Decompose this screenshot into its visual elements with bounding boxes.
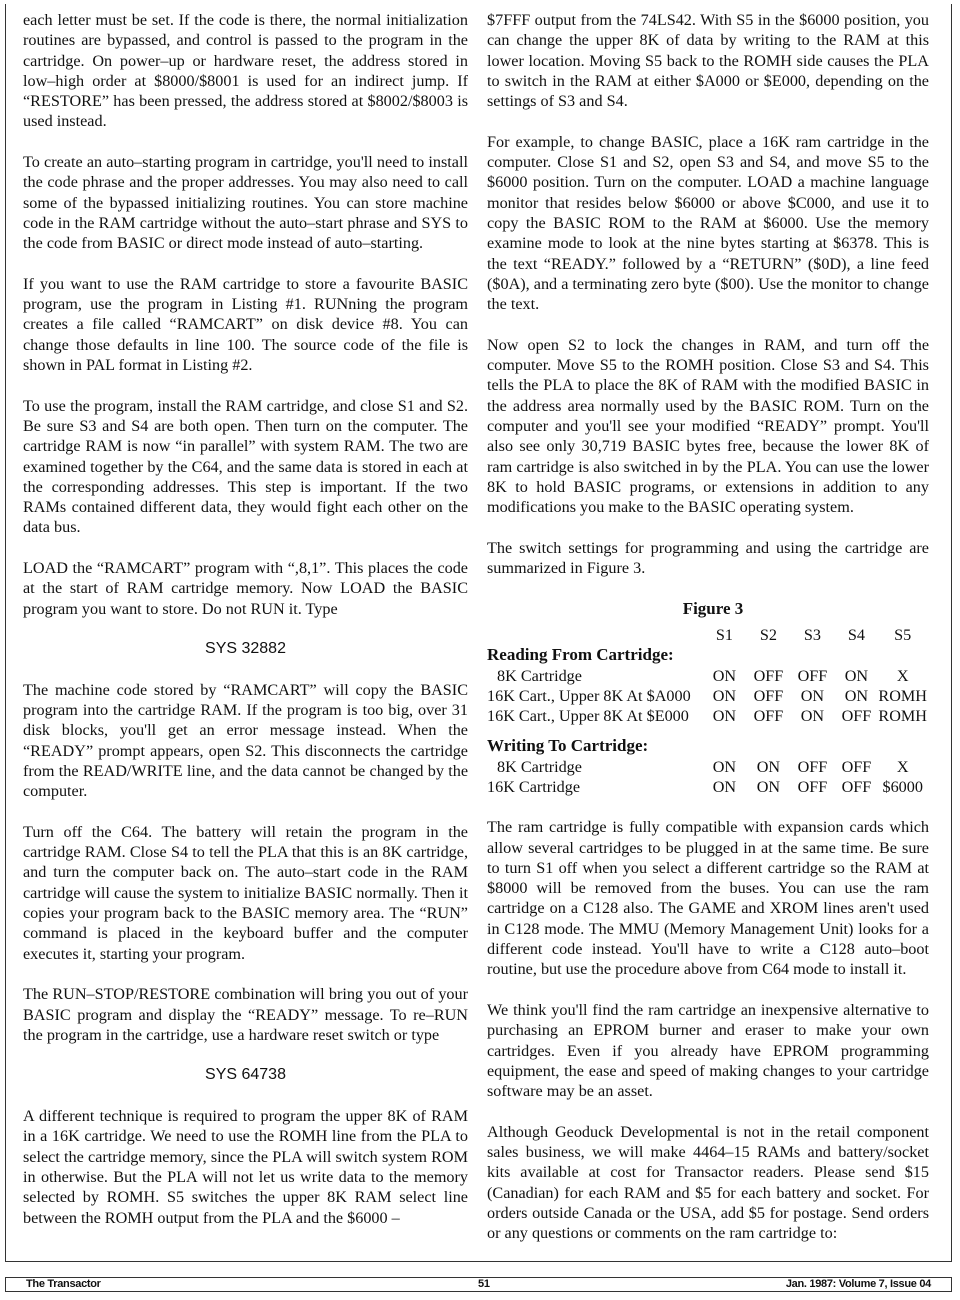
column-header: S3 <box>803 625 821 644</box>
row-label: 16K Cartridge <box>487 777 581 796</box>
paragraph: $7FFF output from the 74LS42. With S5 in the $6000 position, you can change the upper 8K of data by writing to the RAM at this lower location. Moving S5 back to the ROMH side causes the PLA to switch in the RAM at either $A000 or $E000, depending on the settings of S3 and S4. <box>487 11 929 111</box>
paragraph: We think you'll find the ram cartridge an inexpensive alternative to purchasing an EPROM burner and eraser to make your own cartridges. Even if you already have EPROM programming equipment, the ease and speed of making changes to your cartridge software may be an asset. <box>487 1000 929 1101</box>
paragraph: For example, to change BASIC, place a 16K ram cartridge in the computer. Close S1 and S2, open S3 and S4, and move S5 to the $6000 position. Turn on the computer. LOAD a machine language monitor that resides below $6000 or above $C000, and use it to copy the BASIC ROM to the RAM at $6000. Use the memory examine mode to look at the nine bytes starting at $6378. This is the text “READY.” followed by a “RETURN” ($0D), a line feed ($0A), and a terminating zero byte ($00). Use the monitor to change the text. <box>487 132 929 314</box>
table-row <box>487 757 927 777</box>
switch-value: ON <box>712 777 737 796</box>
paragraph: The machine code stored by “RAMCART” will copy the BASIC program into the cartridge RAM. If the program is too big, over 31 disk blocks, you'll get an error message instead. When the “READY” prompt appears, open S2. This disconnects the cartridge from the READ/WRITE line, and the data cannot be changed by the computer. <box>23 680 468 801</box>
column-header: S2 <box>759 625 777 644</box>
table-row <box>487 686 927 706</box>
publication-name: The Transactor <box>26 1278 101 1290</box>
figure-3 <box>487 599 929 798</box>
paragraph: To use the program, install the RAM cartridge, and close S1 and S2. Be sure S3 and S4 are both open. Then turn on the computer. The cartridge RAM is now “in parallel” with system RAM. The two are examined together by the C64, and the same data is stored in each at the corresponding addresses. This step is important. If the two RAMs contained different data, they would fight each other on the data bus. <box>23 396 468 537</box>
paragraph: The ram cartridge is fully compatible with expansion cards which allow several cartridges to be plugged in at the same time. Be sure to turn S1 off when you select a different cartridge so the RAM at $8000 will be removed from the buses. You can use the ram cartridge on a C128 also. The GAME and XROM lines aren't used in C128 mode. The MMU (Memory Management Unit) looks for a different code instead. You'll have to write a C128 auto–boot routine, but use the procedure above from C64 mode to install it. <box>487 818 929 979</box>
switch-value: ON <box>712 757 737 776</box>
paragraph: If you want to use the RAM cartridge to store a favourite BASIC program, use the program in Listing #1. RUNning the program creates a file called “RAMCART” on disk device #8. You can change those defaults in line 100. The source code of the file is shown in PAL format in Listing #2. <box>23 274 468 375</box>
switch-value: OFF <box>753 686 784 705</box>
switch-value: OFF <box>841 757 872 776</box>
left-column <box>23 10 468 1248</box>
switch-value: OFF <box>797 666 828 685</box>
switch-value: OFF <box>753 666 784 685</box>
row-label: 8K Cartridge <box>497 757 582 776</box>
switch-value: ON <box>844 686 869 705</box>
paragraph: A different technique is required to program the upper 8K of RAM in a 16K cartridge. We need to use the ROMH line from the PLA to select the cartridge memory, since the PLA will switch system ROM in otherwise. But the PLA will not let us write data to the memory selected by ROMH. S5 switches the upper 8K RAM select line between the ROMH output from the PLA and the $6000 – <box>23 1107 468 1227</box>
code-command: SYS 32882 <box>205 640 286 658</box>
page-footer <box>5 1277 952 1292</box>
table-row <box>487 777 927 797</box>
switch-value: OFF <box>841 707 872 726</box>
switch-value: $6000 <box>882 777 923 796</box>
column-header: S1 <box>715 625 733 644</box>
switch-value: ROMH <box>878 686 927 705</box>
section-heading-row <box>487 736 927 756</box>
switch-value: X <box>896 666 909 685</box>
paragraph: The RUN–STOP/RESTORE combination will bring you out of your BASIC program and display the “READY” message. To re–RUN the program in the cartridge, use a hardware reset switch or type <box>23 985 468 1044</box>
switch-value: ON <box>712 666 737 685</box>
section-heading: Reading From Cartridge: <box>487 645 674 665</box>
column-header: S5 <box>894 625 912 644</box>
row-label: 16K Cart., Upper 8K At $A000 <box>487 686 691 705</box>
paragraph: Now open S2 to lock the changes in RAM, and turn off the computer. Move S5 to the ROMH position. Close S3 and S4. This tells the PLA to place the 8K of RAM with the modified BASIC in the address area normally used by the BASIC ROM. Turn on the computer and you'll see your modified “READY” prompt. You'll also see only 30,719 BASIC bytes free, because the lower 8K of ram cartridge is also switched in by the PLA. You can use the lower 8K to hold BASIC programs, or extensions in addition to any modifications you make to the BASIC operating system. <box>487 335 929 517</box>
switch-value: OFF <box>753 707 784 726</box>
paragraph: LOAD the “RAMCART” program with “,8,1”. This places the code at the start of RAM cartridge memory. Now LOAD the BASIC program you want to store. Do not RUN it. Type <box>23 559 468 618</box>
switch-value: ON <box>712 707 737 726</box>
paragraph: The switch settings for programming and using the cartridge are summarized in Figure 3. <box>487 538 929 578</box>
table-header-row <box>487 625 927 645</box>
switch-settings-table <box>487 625 927 797</box>
code-command: SYS 64738 <box>205 1066 286 1084</box>
table-row <box>487 706 927 726</box>
switch-value: X <box>896 757 909 776</box>
switch-value: OFF <box>797 777 828 796</box>
row-label: 16K Cart., Upper 8K At $E000 <box>487 707 689 726</box>
switch-value: ROMH <box>878 707 927 726</box>
issue-info: Jan. 1987: Volume 7, Issue 04 <box>785 1278 931 1290</box>
section-spacer <box>487 726 927 736</box>
switch-value: ON <box>756 777 781 796</box>
switch-value: ON <box>800 707 825 726</box>
page-number: 51 <box>478 1278 490 1290</box>
paragraph: Although Geoduck Developmental is not in the retail component sales business, we will make 4464–15 RAMs and battery/socket kits available at cost for Transactor readers. Please send $15 (Canadian) for each RAM and $5 for each battery and socket. For orders outside Canada or the USA, add $5 for postage. Send orders or any questions or comments on the ram cartridge to: <box>487 1122 929 1243</box>
section-heading-row <box>487 645 927 665</box>
switch-value: ON <box>712 686 737 705</box>
switch-value: ON <box>800 686 825 705</box>
switch-value: OFF <box>797 757 828 776</box>
switch-value: OFF <box>841 777 872 796</box>
paragraph: To create an auto–starting program in cartridge, you'll need to install the code phrase and the proper addresses. You may also need to call some of the bypassed initializing routines. You can store machine code in the RAM cartridge without the auto–start phrase and SYS to the code from BASIC or direct mode instead of auto–starting. <box>23 153 468 253</box>
paragraph: each letter must be set. If the code is there, the normal initialization routines are bypassed, and control is passed to the program in the cartridge. On power–up or hardware reset, the address stored in low–high order at $8000/$8001 is used for an indirect jump. If “RESTORE” has been pressed, the address stored at $8002/$8003 is used instead. <box>23 11 468 131</box>
figure-title: Figure 3 <box>682 598 744 618</box>
switch-value: ON <box>756 757 781 776</box>
column-header: S4 <box>847 625 865 644</box>
row-label: 8K Cartridge <box>497 666 582 685</box>
table-row <box>487 666 927 686</box>
section-heading: Writing To Cartridge: <box>487 736 649 756</box>
switch-value: ON <box>844 666 869 685</box>
paragraph: Turn off the C64. The battery will retain the program in the cartridge RAM. Close S4 to tell the PLA that this is an 8K cartridge, and turn the computer back on. The auto–start code in the RAM cartridge will cause the system to initialize BASIC normally. Then it copies your program back to the BASIC memory area. The “RUN” command is placed in the keyboard buffer and the computer executes it, starting your program. <box>23 822 468 963</box>
right-column <box>487 10 929 1264</box>
